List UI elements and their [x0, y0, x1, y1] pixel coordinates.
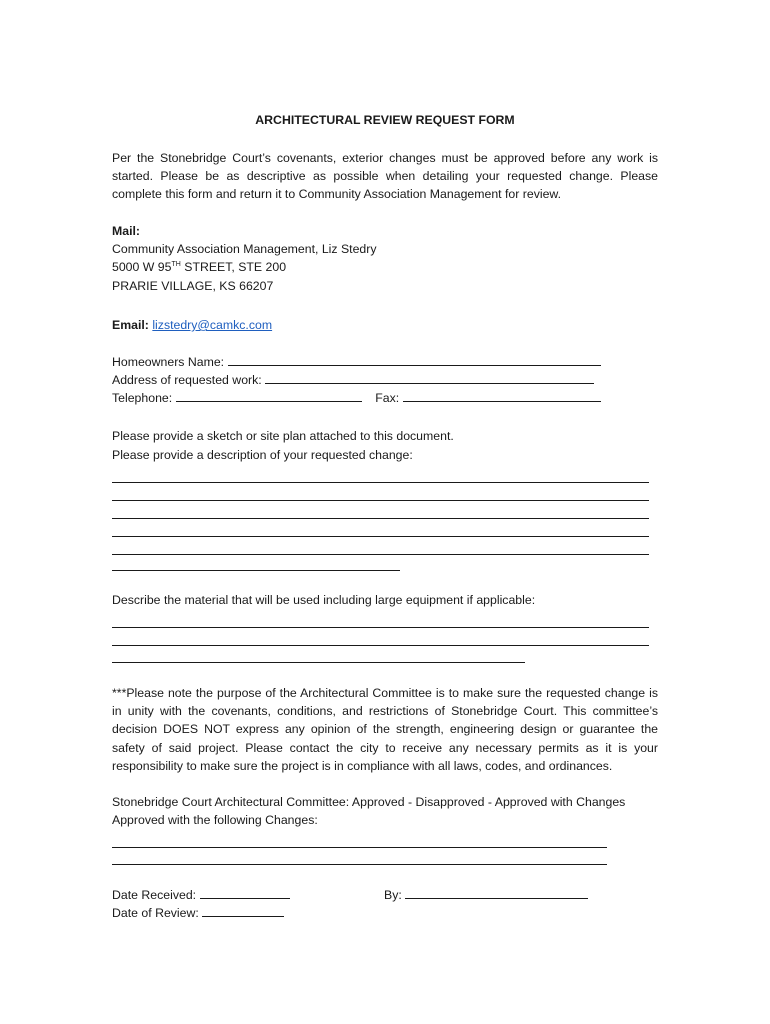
- approval-line: Stonebridge Court Architectural Committee: Approved - Disapproved - Approved with Changes: [112, 795, 626, 809]
- date-received-input[interactable]: [200, 886, 290, 899]
- mail-line-3: PRARIE VILLAGE, KS 66207: [112, 278, 274, 293]
- phone-fax-row: [112, 389, 658, 407]
- mail-line-2-sup: TH: [171, 261, 181, 269]
- mail-line-2-suffix: STREET, STE 200: [180, 260, 287, 275]
- description-line: [112, 536, 649, 537]
- description-line: [112, 500, 649, 501]
- homeowner-label: Homeowners Name:: [112, 355, 225, 369]
- by-row: [384, 886, 664, 904]
- date-review-row: [112, 904, 658, 922]
- intro-paragraph: Per the Stonebridge Court’s covenants, exterior changes must be approved before any work is started. Please be as descriptive as possible when detailing your requested change. Please complete this form and return it to Community Association Management for review.: [112, 151, 658, 202]
- mail-line-2-prefix: 5000 W 95: [112, 260, 172, 275]
- email-link[interactable]: lizstedry@camkc.com: [152, 318, 273, 332]
- address-row: [112, 371, 658, 389]
- description-prompt: Please provide a description of your requested change:: [112, 448, 413, 462]
- date-review-label: Date of Review:: [112, 906, 199, 920]
- by-input[interactable]: [405, 886, 588, 899]
- homeowner-row: [112, 353, 658, 371]
- date-review-input[interactable]: [202, 904, 284, 917]
- email-label: Email:: [112, 318, 149, 332]
- by-label: By:: [384, 888, 402, 902]
- description-line: [112, 554, 649, 555]
- changes-line: [112, 864, 607, 865]
- changes-line: [112, 847, 607, 848]
- homeowner-input[interactable]: [228, 353, 601, 366]
- fax-input[interactable]: [403, 389, 601, 402]
- sketch-note: Please provide a sketch or site plan attached to this document.: [112, 429, 454, 443]
- description-line: [112, 482, 649, 483]
- description-line: [112, 570, 400, 571]
- form-title: ARCHITECTURAL REVIEW REQUEST FORM: [255, 113, 515, 127]
- description-line: [112, 518, 649, 519]
- material-prompt: Describe the material that will be used including large equipment if applicable:: [112, 593, 536, 607]
- contact-fields: [112, 353, 658, 408]
- mail-line-2: [112, 258, 658, 276]
- committee-note: ***Please note the purpose of the Architectural Committee is to make sure the requested change is in unity with the covenants, conditions, and restrictions of Stonebridge Court. This committee’s decision DOES NOT express any opinion of the strength, engineering design or guarantee the safety of said project. Please contact the city to receive any necessary permits as it is your responsibility to make sure the project is in compliance with all laws, codes, and ordinances.: [112, 686, 658, 773]
- mail-heading: Mail:: [112, 224, 141, 238]
- address-label: Address of requested work:: [112, 373, 262, 388]
- email-line: [112, 316, 658, 334]
- telephone-label: Telephone:: [112, 391, 173, 406]
- material-line: [112, 662, 525, 663]
- date-received-label: Date Received:: [112, 888, 197, 902]
- approved-changes-label: Approved with the following Changes:: [112, 813, 318, 827]
- fax-label: Fax:: [375, 391, 400, 406]
- material-line: [112, 645, 649, 646]
- address-input[interactable]: [265, 371, 594, 384]
- mail-section: [112, 222, 658, 295]
- telephone-input[interactable]: [176, 389, 362, 402]
- mail-line-1: Community Association Management, Liz Stedry: [112, 242, 377, 257]
- material-line: [112, 627, 649, 628]
